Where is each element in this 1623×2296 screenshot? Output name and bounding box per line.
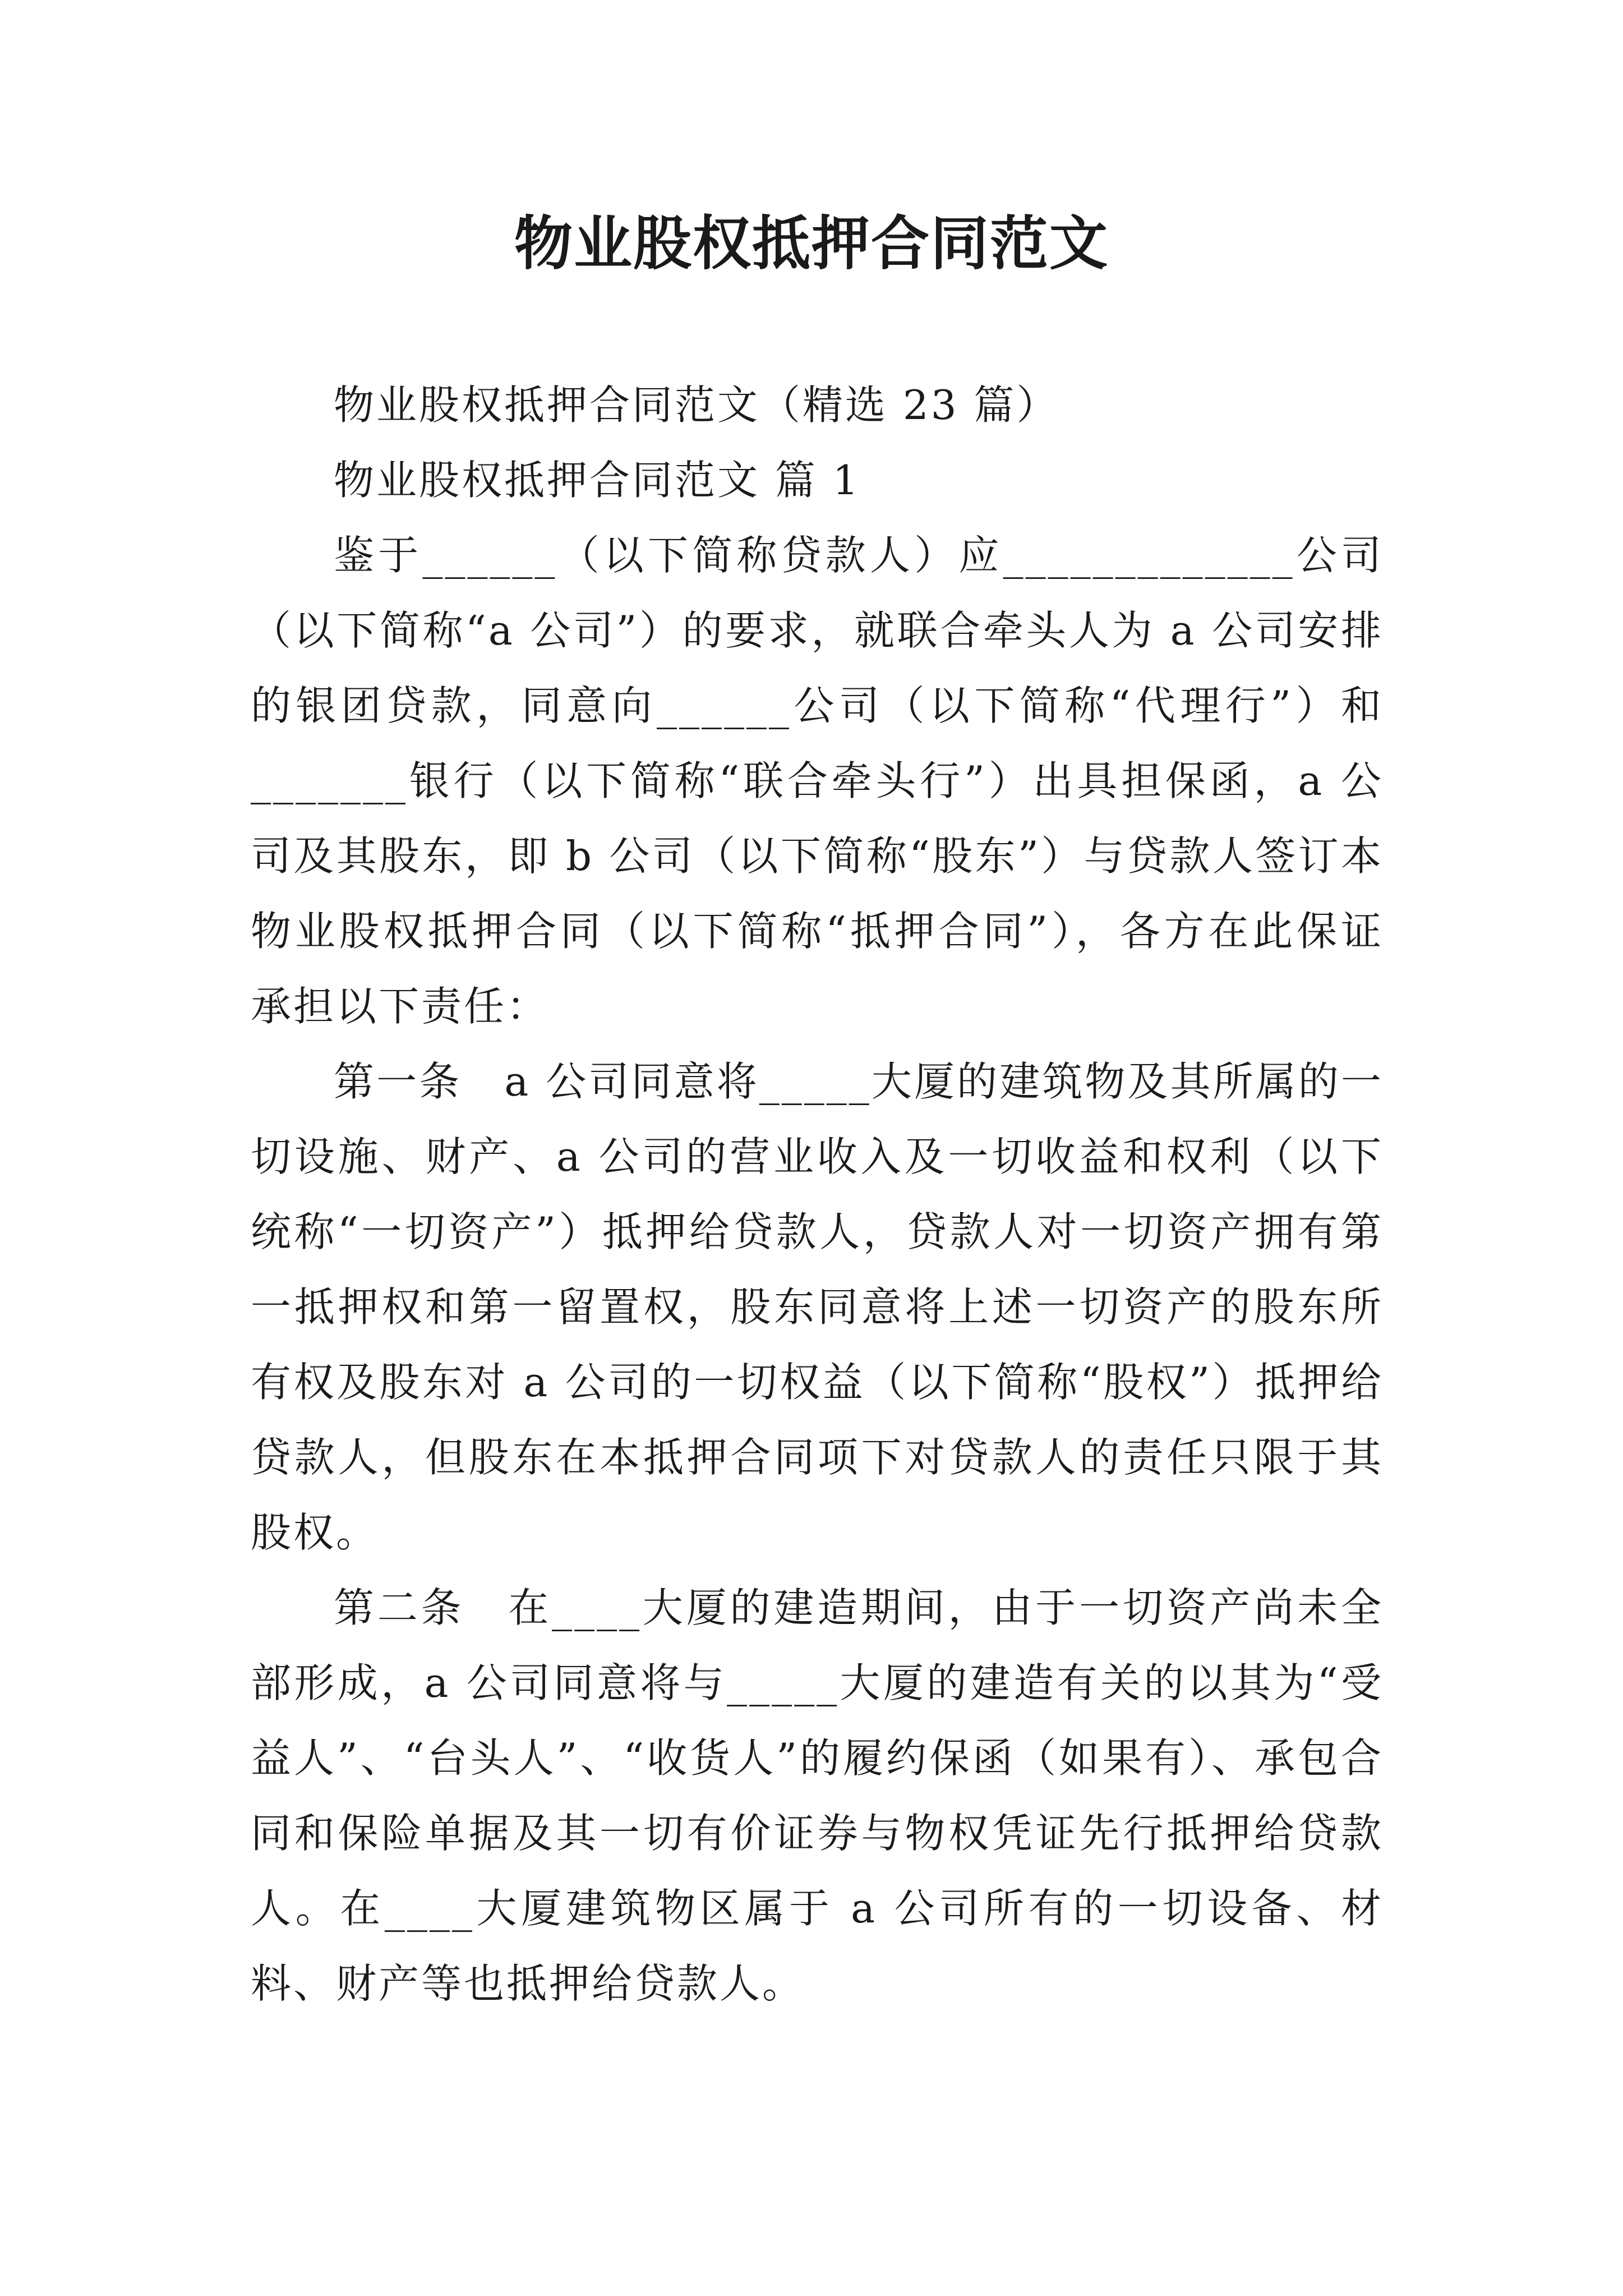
paragraph-subtitle: 物业股权抵押合同范文（精选 23 篇） xyxy=(334,381,1059,429)
paragraph-article-1: 第一条 a 公司同意将_____大厦的建筑物及其所属的一切设施、财产、a 公司的营业收入及一切收益和权利（以下统称“一切资产”）抵押给贷款人，贷款人对一切资产拥有第一抵押权和第一留置权，股东同意将上述一切资产的股东所有权及股东对 a 公司的一切权益（以下简称“股权”）抵押给贷款人，但股东在本抵押合同项下对贷款人的责任只限于其股权。 xyxy=(251,1058,1384,1556)
paragraph-section-heading: 物业股权抵押合同范文 篇 1 xyxy=(334,457,861,504)
paragraph-preamble: 鉴于______（以下简称贷款人）应_____________公司（以下简称“a 公司”）的要求，就联合牵头人为 a 公司安排的银团贷款，同意向______公司（以下简称“代理行”）和_______银行（以下简称“联合牵头行”）出具担保函，a 公司及其股东，即 b 公司（以下简称“股东”）与贷款人签订本物业股权抵押合同（以下简称“抵押合同”），各方在此保证承担以下责任： xyxy=(251,532,1384,1030)
document-body xyxy=(251,367,1384,2021)
document-title: 物业股权抵押合同范文 xyxy=(514,209,1109,278)
paragraph-article-2: 第二条 在____大厦的建造期间，由于一切资产尚未全部形成，a 公司同意将与_____大厦的建造有关的以其为“受益人”、“台头人”、“收货人”的履约保函（如果有）、承包合同和保险单据及其一切有价证券与物权凭证先行抵押给贷款人。在____大厦建筑物区属于 a 公司所有的一切设备、材料、财产等也抵押给贷款人。 xyxy=(251,1584,1384,2007)
